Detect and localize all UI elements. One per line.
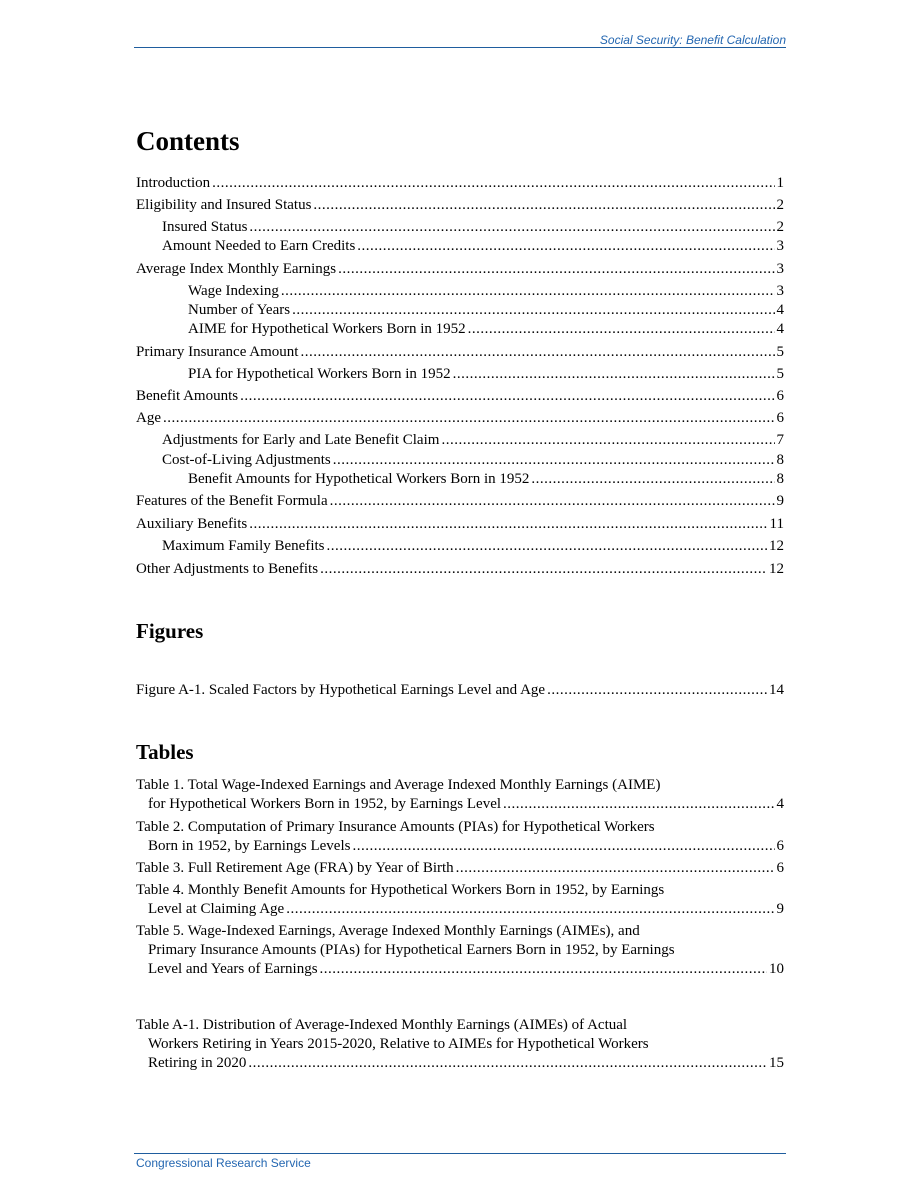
toc-page: 14 <box>769 682 784 698</box>
dot-leader <box>333 451 775 470</box>
toc-title: Born in 1952, by Earnings Levels <box>148 838 351 854</box>
toc-page: 8 <box>776 471 784 487</box>
table-entry-text: Table 4. Monthly Benefit Amounts for Hypothetical Workers Born in 1952, by Earnings <box>136 882 665 898</box>
toc-page: 6 <box>776 388 784 404</box>
toc-title: Average Index Monthly Earnings <box>136 261 337 277</box>
contents-heading: Contents <box>136 126 240 156</box>
dot-leader <box>240 387 774 406</box>
dot-leader <box>352 837 774 856</box>
toc-page: 4 <box>776 302 784 318</box>
dot-leader <box>286 900 774 919</box>
toc-page: 2 <box>776 197 784 213</box>
toc-title: Introduction <box>136 175 211 191</box>
toc-title: Number of Years <box>188 302 291 318</box>
toc-page: 3 <box>776 238 784 254</box>
toc-page: 6 <box>776 410 784 426</box>
toc-page: 6 <box>776 860 784 876</box>
table-entry[interactable] <box>148 837 784 856</box>
dot-leader <box>249 218 774 237</box>
dot-leader <box>441 431 774 450</box>
toc-title: Benefit Amounts <box>136 388 239 404</box>
toc-title: Insured Status <box>162 219 248 235</box>
toc-entry[interactable] <box>136 196 784 215</box>
toc-title: Amount Needed to Earn Credits <box>162 238 356 254</box>
running-footer: Congressional Research Service <box>136 1156 311 1170</box>
toc-entry[interactable] <box>136 387 784 406</box>
dot-leader <box>338 260 774 279</box>
toc-page: 3 <box>776 283 784 299</box>
toc-entry[interactable] <box>188 282 784 301</box>
tables-heading: Tables <box>136 740 194 764</box>
toc-page: 12 <box>769 538 784 554</box>
dot-leader <box>531 470 774 489</box>
toc-entry[interactable] <box>188 301 784 320</box>
dot-leader <box>453 365 775 384</box>
toc-title: for Hypothetical Workers Born in 1952, by Earnings Level <box>148 796 502 812</box>
toc-entry[interactable] <box>162 431 784 450</box>
toc-page: 8 <box>776 452 784 468</box>
toc-entry[interactable] <box>136 515 784 534</box>
table-entry-text: Table 5. Wage-Indexed Earnings, Average Indexed Monthly Earnings (AIMEs), and <box>136 923 640 939</box>
toc-entry[interactable] <box>162 451 784 470</box>
table-entry[interactable] <box>148 960 784 979</box>
table-entry[interactable] <box>136 859 784 878</box>
toc-entry[interactable] <box>162 537 784 556</box>
toc-entry[interactable] <box>162 218 784 237</box>
dot-leader <box>456 859 775 878</box>
toc-title: Level and Years of Earnings <box>148 961 318 977</box>
toc-entry[interactable] <box>162 237 784 256</box>
toc-page: 7 <box>776 432 784 448</box>
toc-page: 3 <box>776 261 784 277</box>
table-entry-text: Table A-1. Distribution of Average-Indexed Monthly Earnings (AIMEs) of Actual <box>136 1017 628 1033</box>
toc-title: AIME for Hypothetical Workers Born in 1952 <box>188 321 466 337</box>
dot-leader <box>249 515 767 534</box>
table-entry-text: Primary Insurance Amounts (PIAs) for Hypothetical Earners Born in 1952, by Earnings <box>148 942 675 958</box>
toc-title: Age <box>136 410 161 426</box>
dot-leader <box>320 560 767 579</box>
dot-leader <box>503 795 774 814</box>
toc-page: 9 <box>776 493 784 509</box>
footer-rule <box>134 1153 786 1154</box>
toc-page: 11 <box>769 516 784 532</box>
toc-entry[interactable] <box>188 470 784 489</box>
table-entry-text: Table 1. Total Wage-Indexed Earnings and Average Indexed Monthly Earnings (AIME) <box>136 777 661 793</box>
toc-page: 5 <box>776 366 784 382</box>
toc-page: 4 <box>776 796 784 812</box>
toc-entry[interactable] <box>136 560 784 579</box>
table-entry[interactable] <box>148 1054 784 1073</box>
toc-title: Level at Claiming Age <box>148 901 285 917</box>
toc-title: Wage Indexing <box>188 283 279 299</box>
toc-title: Primary Insurance Amount <box>136 344 299 360</box>
dot-leader <box>281 282 775 301</box>
toc-title: Eligibility and Insured Status <box>136 197 312 213</box>
dot-leader <box>330 492 775 511</box>
dot-leader <box>547 681 767 700</box>
toc-title: Cost-of-Living Adjustments <box>162 452 331 468</box>
running-header: Social Security: Benefit Calculation <box>599 33 786 47</box>
table-entry[interactable] <box>148 795 784 814</box>
toc-page: 12 <box>769 561 784 577</box>
toc-page: 5 <box>776 344 784 360</box>
toc-entry[interactable] <box>136 174 784 193</box>
table-entry[interactable] <box>148 900 784 919</box>
dot-leader <box>313 196 774 215</box>
toc-page: 2 <box>776 219 784 235</box>
toc-title: Auxiliary Benefits <box>136 516 248 532</box>
toc-page: 1 <box>776 175 784 191</box>
dot-leader <box>320 960 767 979</box>
toc-title: Maximum Family Benefits <box>162 538 325 554</box>
toc-entry[interactable] <box>136 409 784 428</box>
dot-leader <box>468 320 775 339</box>
toc-title: Features of the Benefit Formula <box>136 493 328 509</box>
table-entry-text: Table 2. Computation of Primary Insurance Amounts (PIAs) for Hypothetical Workers <box>136 819 655 835</box>
toc-title: Retiring in 2020 <box>148 1055 247 1071</box>
figure-entry[interactable] <box>136 681 784 700</box>
dot-leader <box>300 343 774 362</box>
toc-page: 6 <box>776 838 784 854</box>
dot-leader <box>212 174 774 193</box>
dot-leader <box>248 1054 767 1073</box>
toc-entry[interactable] <box>136 260 784 279</box>
toc-page: 15 <box>769 1055 784 1071</box>
toc-title: Table 3. Full Retirement Age (FRA) by Year of Birth <box>136 860 454 876</box>
table-entry-text: Workers Retiring in Years 2015-2020, Relative to AIMEs for Hypothetical Workers <box>148 1036 649 1052</box>
toc-title: Other Adjustments to Benefits <box>136 561 319 577</box>
toc-page: 9 <box>776 901 784 917</box>
toc-page: 10 <box>769 961 784 977</box>
toc-title: Benefit Amounts for Hypothetical Workers Born in 1952 <box>188 471 530 487</box>
dot-leader <box>327 537 768 556</box>
dot-leader <box>357 237 774 256</box>
toc-page: 4 <box>776 321 784 337</box>
toc-entry[interactable] <box>136 343 784 362</box>
toc-title: PIA for Hypothetical Workers Born in 1952 <box>188 366 451 382</box>
figures-heading: Figures <box>136 619 204 643</box>
toc-entry[interactable] <box>188 320 784 339</box>
toc-title: Figure A-1. Scaled Factors by Hypothetical Earnings Level and Age <box>136 682 546 698</box>
toc-title: Adjustments for Early and Late Benefit Claim <box>162 432 440 448</box>
toc-entry[interactable] <box>136 492 784 511</box>
dot-leader <box>163 409 775 428</box>
dot-leader <box>292 301 774 320</box>
header-rule <box>134 47 786 48</box>
toc-entry[interactable] <box>188 365 784 384</box>
